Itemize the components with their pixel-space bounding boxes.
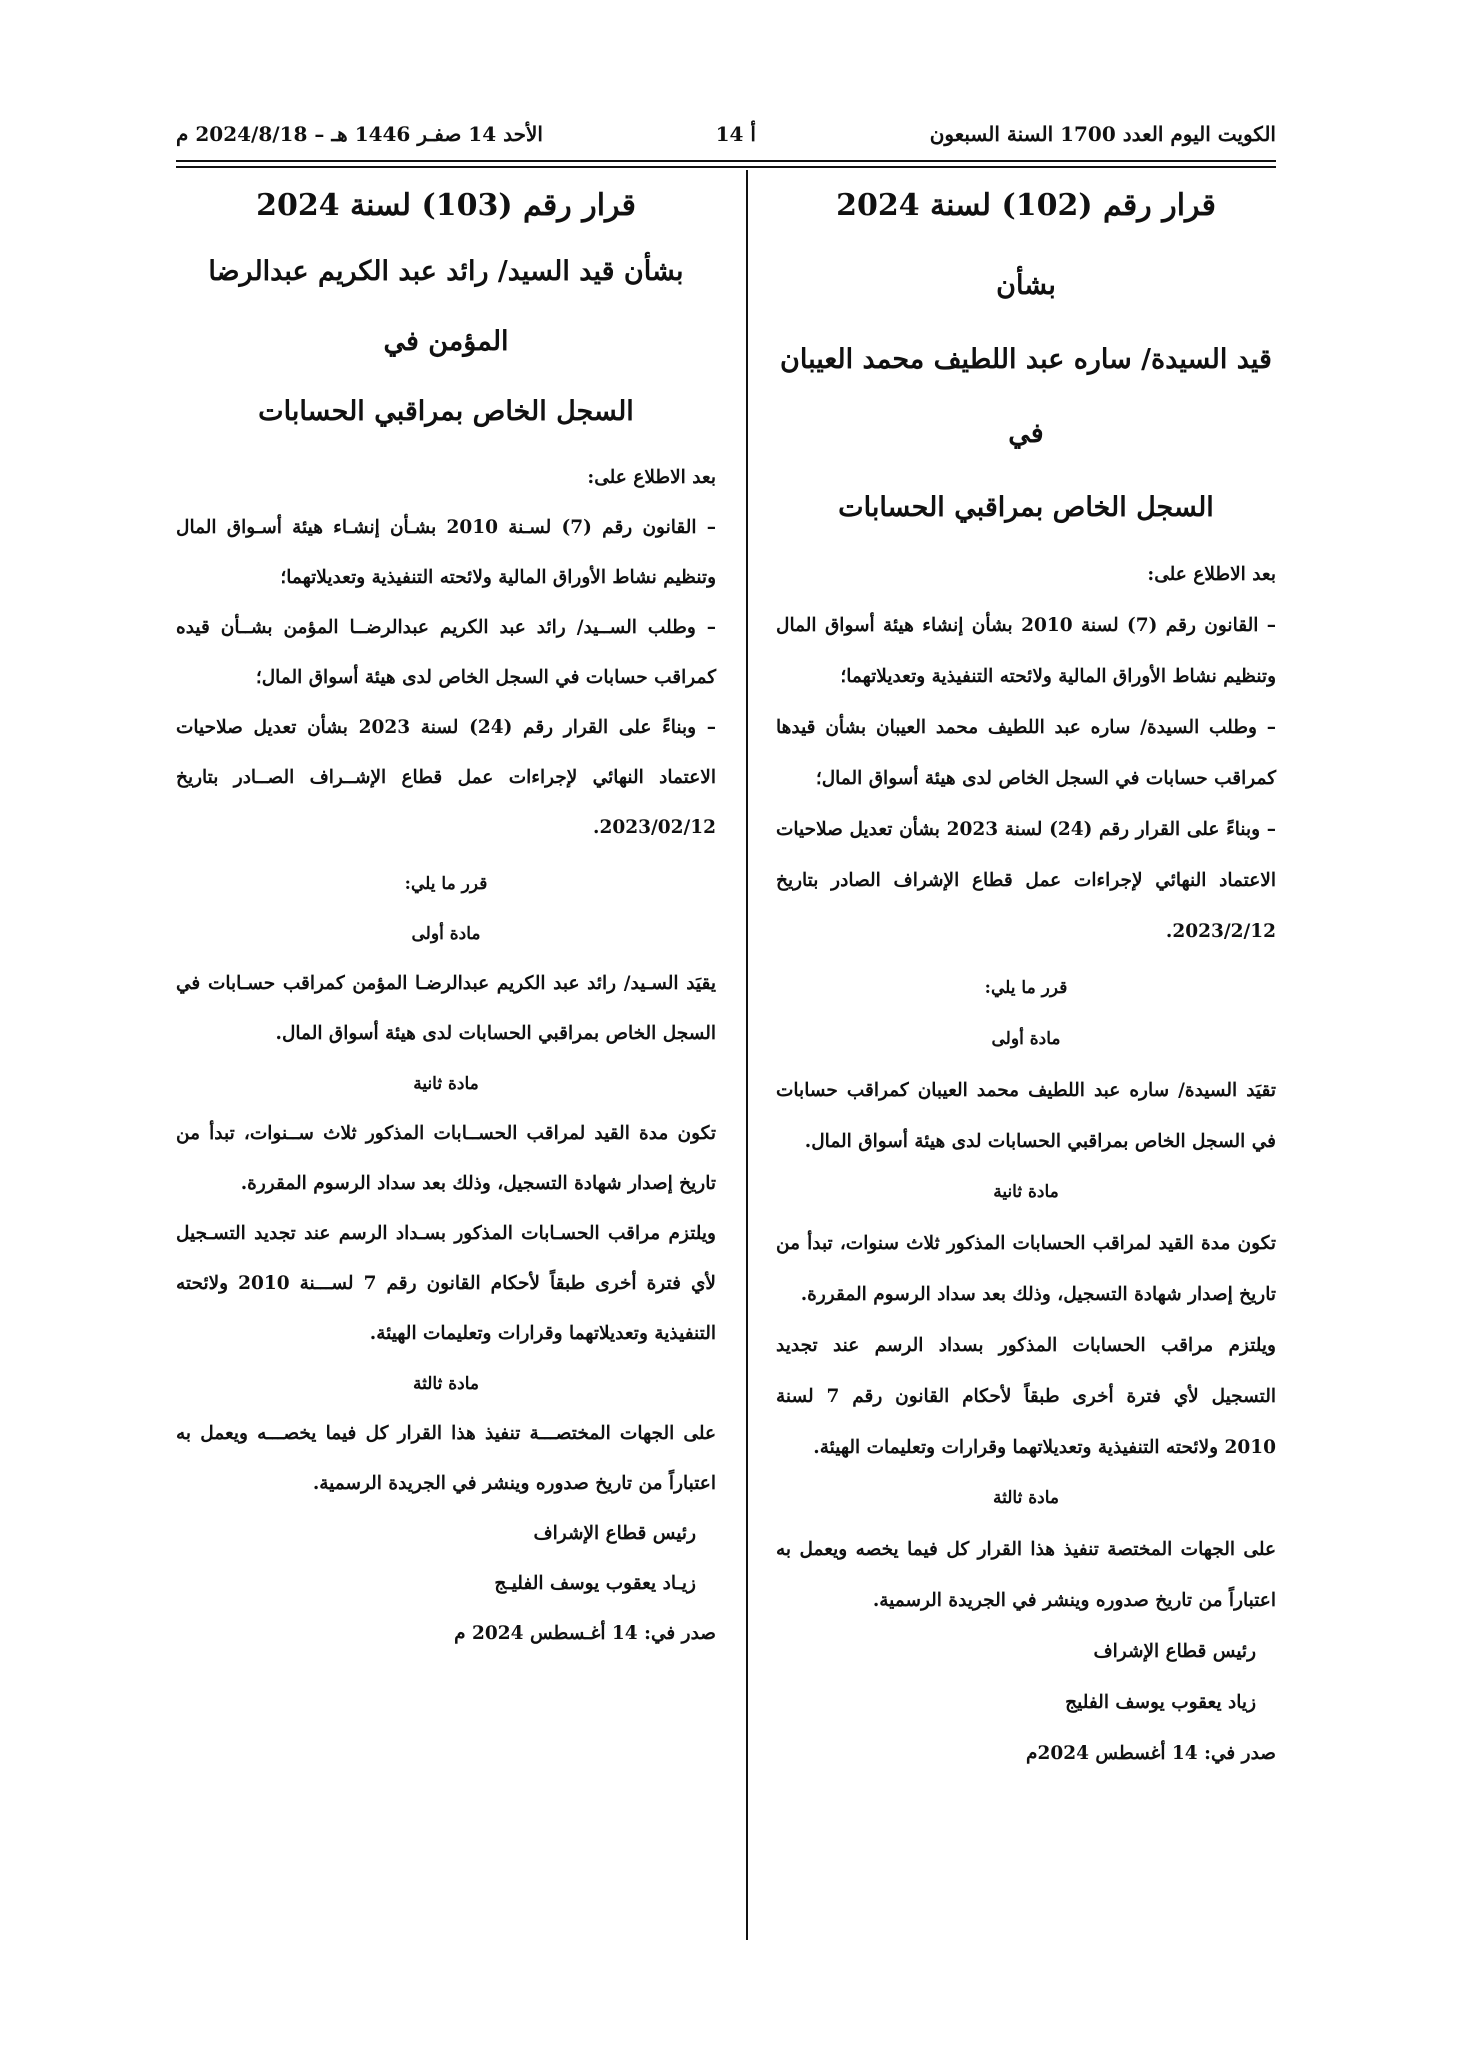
article-text: ويلتزم مراقب الحسابات المذكور بسداد الرسم عند تجديد التسجيل لأي فترة أخرى طبقاً لأحكام القانون رقم 7 لسنة 2010 ولائحته التنفيذية وتعديلاتهما وقرارات وتعليمات الهيئة. bbox=[776, 1335, 1276, 1458]
page-header bbox=[176, 118, 1276, 154]
preamble-intro: بعد الاطلاع على: bbox=[587, 467, 716, 488]
article-text: على الجهات المختصـــة تنفيذ هذا القرار كل فيما يخصـــه ويعمل به اعتباراً من تاريخ صدوره وينشر في الجريدة الرسمية. bbox=[176, 1423, 716, 1494]
article-heading: مادة ثالثة bbox=[992, 1488, 1060, 1508]
decision-subtitle: قيد السيدة/ ساره عبد اللطيف محمد العيبان في bbox=[780, 344, 1272, 449]
article-text: على الجهات المختصة تنفيذ هذا القرار كل فيما يخصه ويعمل به اعتباراً من تاريخ صدوره وينشر في الجريدة الرسمية. bbox=[776, 1539, 1276, 1611]
decision-subtitle: السجل الخاص بمراقبي الحسابات bbox=[258, 396, 634, 427]
decision-title: قرار رقم (103) لسنة 2024 bbox=[256, 188, 636, 223]
decision-title: قرار رقم (102) لسنة 2024 bbox=[836, 188, 1216, 223]
gazette-issue: الكويت اليوم العدد 1700 السنة السبعون bbox=[929, 122, 1276, 146]
signatory-title: رئيس قطاع الإشراف bbox=[533, 1523, 696, 1544]
header-rule bbox=[176, 160, 1276, 162]
issue-date-line: صدر في: 14 أغـسطس 2024 م bbox=[454, 1623, 716, 1644]
preamble-clause: – القانون رقم (7) لسنة 2010 بشأن إنشاء هيئة أسواق المال وتنظيم نشاط الأوراق المالية ولائحته التنفيذية وتعديلاتهما؛ bbox=[776, 615, 1277, 687]
article-heading: مادة ثانية bbox=[413, 1074, 479, 1094]
decided-heading: قرر ما يلي: bbox=[404, 874, 488, 894]
article-text: تكون مدة القيد لمراقب الحسابات المذكور ثلاث سنوات، تبدأ من تاريخ إصدار شهادة التسجيل، وذلك بعد سداد الرسوم المقررة. bbox=[776, 1233, 1276, 1305]
preamble-clause: – القانون رقم (7) لسـنة 2010 بشـأن إنشـاء هيئة أسـواق المال وتنظيم نشاط الأوراق المالية ولائحته التنفيذية وتعديلاتهما؛ bbox=[176, 517, 716, 588]
signatory-name: زيـاد يعقوب يوسف الفليـج bbox=[494, 1573, 696, 1594]
decision-subtitle: بشأن bbox=[996, 270, 1056, 301]
decision-subtitle: السجل الخاص بمراقبي الحسابات bbox=[838, 492, 1214, 523]
decision-subtitle: بشأن قيد السيد/ رائد عبد الكريم عبدالرضا المؤمن في bbox=[208, 256, 684, 357]
preamble-clause: – وطلب السيدة/ ساره عبد اللطيف محمد العيبان بشأن قيدها كمراقب حسابات في السجل الخاص لدى هيئة أسواق المال؛ bbox=[776, 717, 1276, 789]
preamble-intro: بعد الاطلاع على: bbox=[1147, 564, 1276, 585]
header-rule-double bbox=[176, 166, 1276, 168]
article-text: يقيَد السـيد/ رائد عبد الكريم عبدالرضـا المؤمن كمراقب حسـابات في السجل الخاص بمراقبي الحسابات لدى هيئة أسواق المال. bbox=[176, 973, 716, 1044]
article-heading: مادة ثالثة bbox=[412, 1374, 480, 1394]
signatory-name: زياد يعقوب يوسف الفليج bbox=[1065, 1692, 1256, 1713]
page-number: أ 14 bbox=[715, 122, 756, 146]
decided-heading: قرر ما يلي: bbox=[984, 978, 1068, 998]
article-heading: مادة أولى bbox=[411, 924, 481, 944]
article-text: ويلتزم مراقب الحسـابات المذكور بسـداد الرسم عند تجديد التسـجيل لأي فترة أخرى طبقاً لأحكام القانون رقم 7 لســـنة 2010 ولائحته التنفيذية وتعديلاتهما وقرارات وتعليمات الهيئة. bbox=[176, 1223, 716, 1344]
preamble-clause: – وبناءً على القرار رقم (24) لسنة 2023 بشأن تعديل صلاحيات الاعتماد النهائي لإجراءات عمل قطاع الإشراف الصادر بتاريخ 2023/2/12. bbox=[776, 819, 1276, 942]
preamble-clause: – وبناءً على القرار رقم (24) لسنة 2023 بشأن تعديل صلاحيات الاعتماد النهائي لإجراءات عمل قطاع الإشــراف الصــادر بتاريخ 2023/02/12. bbox=[176, 717, 716, 838]
decision-102-column bbox=[776, 185, 1276, 1779]
issue-date-line: صدر في: 14 أغسطس 2024م bbox=[1025, 1743, 1276, 1764]
decision-103-column bbox=[176, 185, 716, 1659]
article-text: تقيَد السيدة/ ساره عبد اللطيف محمد العيبان كمراقب حسابات في السجل الخاص بمراقبي الحسابات لدى هيئة أسواق المال. bbox=[776, 1080, 1276, 1152]
article-heading: مادة ثانية bbox=[993, 1182, 1059, 1202]
preamble-clause: – وطلب الســيد/ رائد عبد الكريم عبدالرضــا المؤمن بشــأن قيده كمراقب حسابات في السجل الخاص لدى هيئة أسواق المال؛ bbox=[176, 617, 716, 688]
column-divider bbox=[746, 170, 748, 1940]
issue-date: الأحد 14 صفـر 1446 هـ – 2024/8/18 م bbox=[176, 122, 543, 146]
article-text: تكون مدة القيد لمراقب الحســابات المذكور ثلاث ســنوات، تبدأ من تاريخ إصدار شهادة التسجيل، وذلك بعد سداد الرسوم المقررة. bbox=[176, 1123, 716, 1194]
signatory-title: رئيس قطاع الإشراف bbox=[1093, 1641, 1256, 1662]
article-heading: مادة أولى bbox=[991, 1029, 1061, 1049]
